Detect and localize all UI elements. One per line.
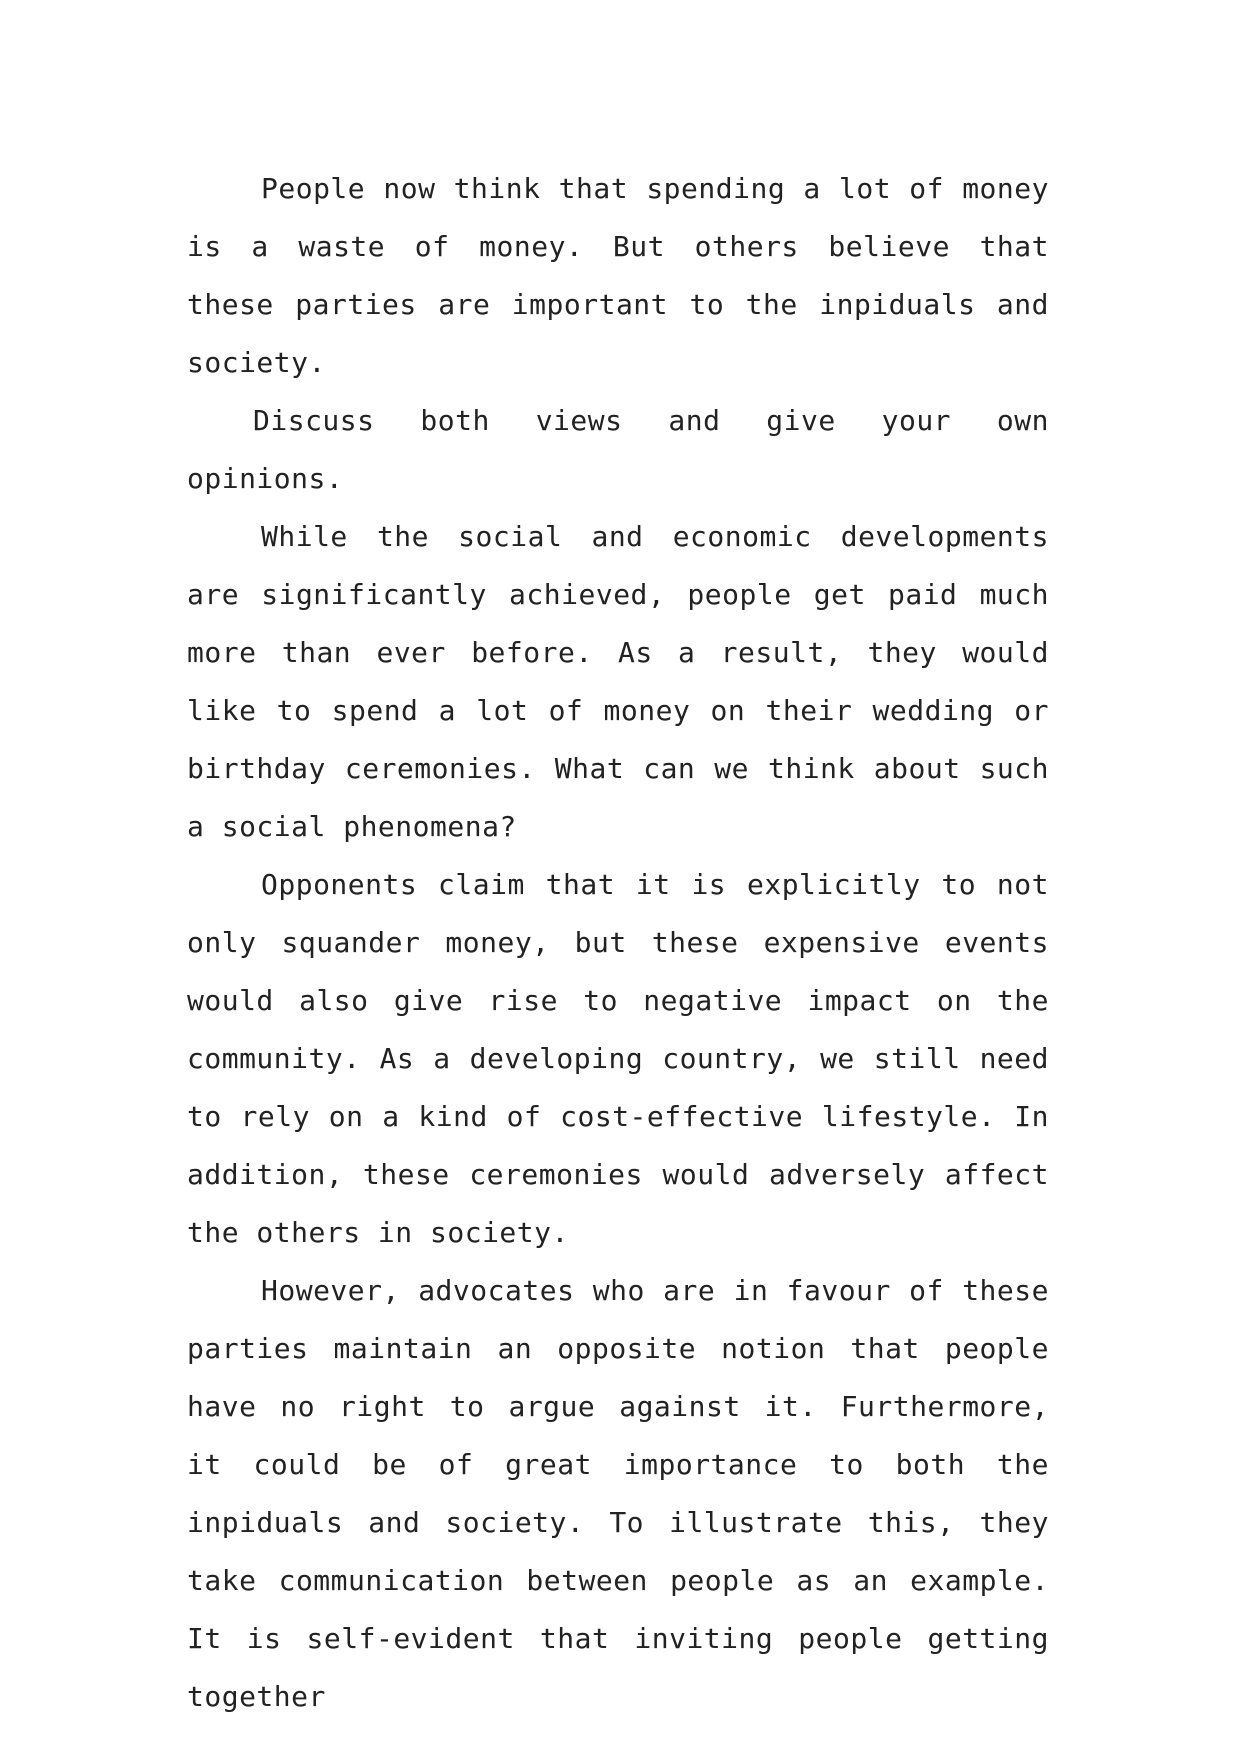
paragraph-prompt: People now think that spending a lot of money is a waste of money. But others believe that these parties are important to the inpiduals and society. [187,172,1049,379]
document-page [187,160,1049,1726]
paragraph-advocates: However, advocates who are in favour of these parties maintain an opposite notion that people have no right to argue against it. Furthermore, it could be of great importance to both the inpiduals and society. To illustrate this, they take communication between people as an example. It is self-evident that inviting people getting together [187,1274,1049,1713]
paragraph-introduction: While the social and economic developments are significantly achieved, people get paid much more than ever before. As a result, they would like to spend a lot of money on their wedding or birthday ceremonies. What can we think about such a social phenomena? [187,520,1049,843]
paragraph-instruction: Discuss both views and give your own opinions. [187,404,1049,495]
paragraph-opponents: Opponents claim that it is explicitly to not only squander money, but these expensive events would also give rise to negative impact on the community. As a developing country, we still need to rely on a kind of cost-effective lifestyle. In addition, these ceremonies would adversely affect the others in society. [187,868,1049,1249]
